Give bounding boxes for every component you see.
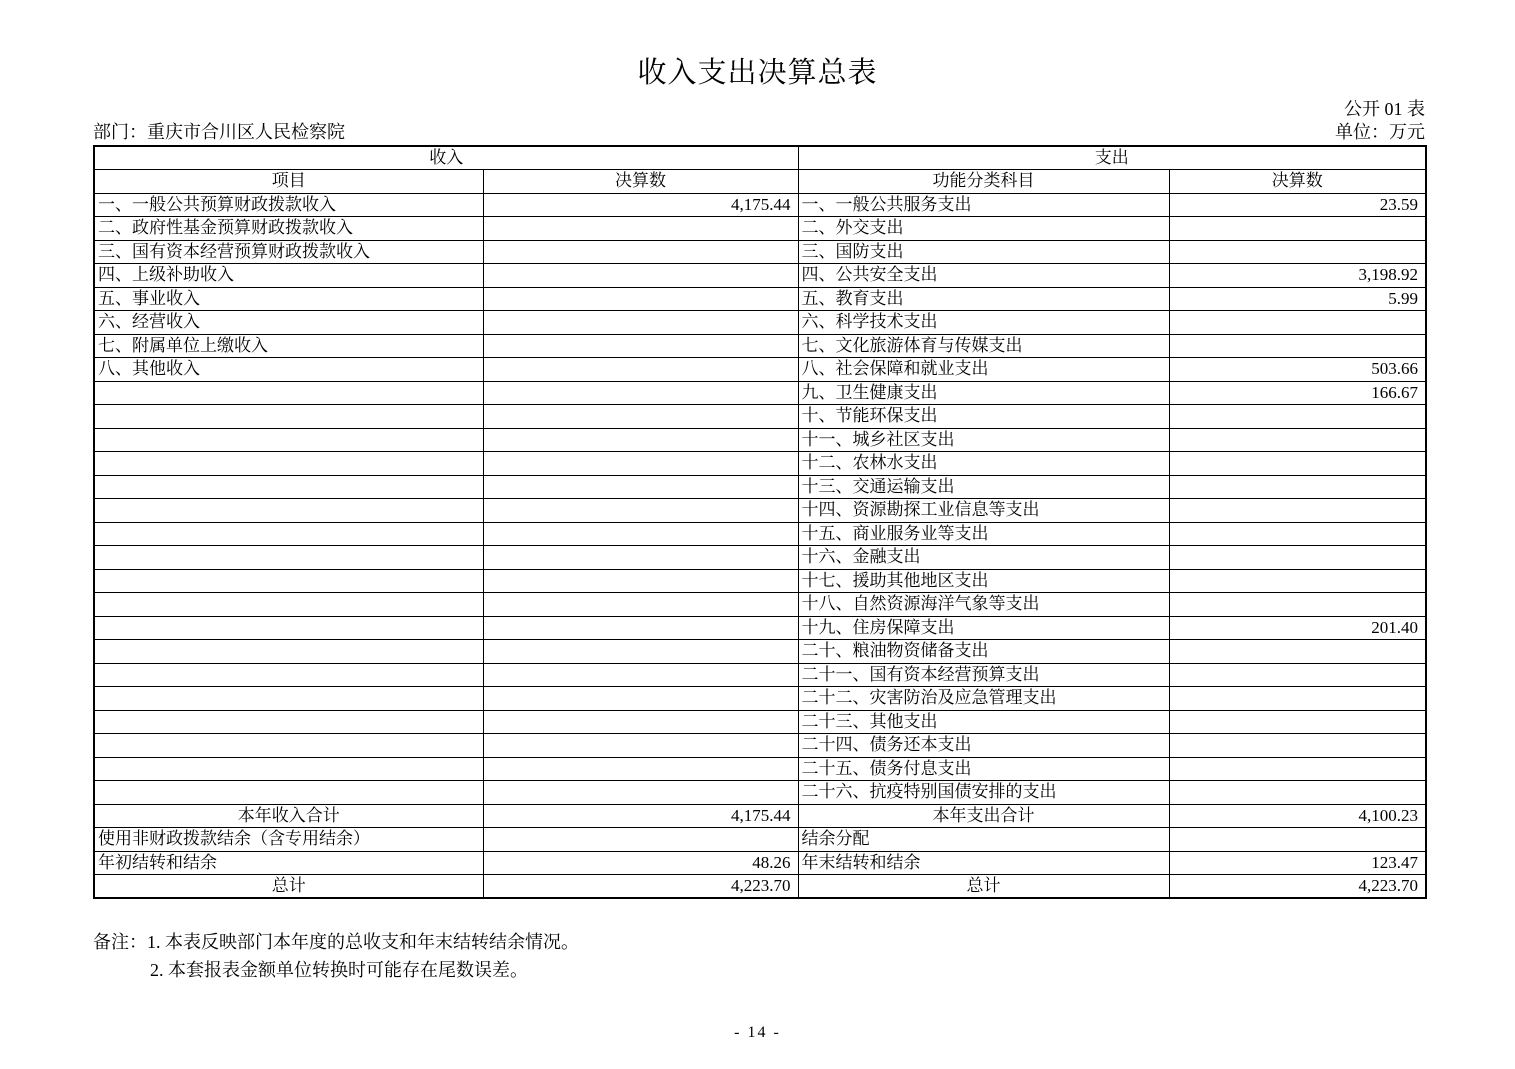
expense-item-cell: 十四、资源勘探工业信息等支出 <box>798 499 1169 523</box>
table-row <box>94 781 1426 805</box>
income-item-cell <box>94 569 483 593</box>
expense-item-cell: 八、社会保障和就业支出 <box>798 358 1169 382</box>
income-item-cell <box>94 452 483 476</box>
expense-item-cell: 三、国防支出 <box>798 240 1169 264</box>
income-amount-cell <box>483 240 798 264</box>
income-amount-cell <box>483 663 798 687</box>
expense-amount-cell <box>1169 475 1426 499</box>
expense-amount-cell <box>1169 781 1426 805</box>
income-item-cell <box>94 475 483 499</box>
income-amount-cell <box>483 640 798 664</box>
table-row <box>94 475 1426 499</box>
expense-amount-cell <box>1169 569 1426 593</box>
income-item-cell: 六、经营收入 <box>94 311 483 335</box>
income-amount-cell <box>483 569 798 593</box>
income-item-cell <box>94 405 483 429</box>
expense-footer-item-cell: 结余分配 <box>798 828 1169 852</box>
table-row <box>94 264 1426 288</box>
income-amount-cell <box>483 687 798 711</box>
note-line-2: 2. 本套报表金额单位转换时可能存在尾数误差。 <box>150 960 528 980</box>
expense-amount-cell <box>1169 734 1426 758</box>
income-item-cell <box>94 616 483 640</box>
income-item-cell <box>94 687 483 711</box>
expense-item-cell: 五、教育支出 <box>798 287 1169 311</box>
expense-amount-cell <box>1169 710 1426 734</box>
table-row <box>94 193 1426 217</box>
page-number: - 14 - <box>734 1024 781 1041</box>
table-code-label: 公开 01 表 <box>1344 99 1425 119</box>
expense-amount-cell <box>1169 428 1426 452</box>
table-row <box>94 522 1426 546</box>
income-amount-cell <box>483 358 798 382</box>
expense-item-cell: 九、卫生健康支出 <box>798 381 1169 405</box>
expense-amount-cell: 503.66 <box>1169 358 1426 382</box>
table-row <box>94 616 1426 640</box>
income-item-cell: 一、一般公共预算财政拨款收入 <box>94 193 483 217</box>
income-amount-cell <box>483 334 798 358</box>
expense-item-cell: 二十、粮油物资储备支出 <box>798 640 1169 664</box>
expense-amount-cell <box>1169 663 1426 687</box>
expense-amount-cell <box>1169 405 1426 429</box>
expense-item-cell: 七、文化旅游体育与传媒支出 <box>798 334 1169 358</box>
table-row <box>94 358 1426 382</box>
income-amount-cell <box>483 475 798 499</box>
expense-item-column-header: 功能分类科目 <box>798 170 1169 194</box>
income-amount-cell <box>483 452 798 476</box>
income-amount-cell <box>483 546 798 570</box>
expense-item-cell: 十七、援助其他地区支出 <box>798 569 1169 593</box>
expense-item-cell: 二十五、债务付息支出 <box>798 757 1169 781</box>
expense-amount-cell: 23.59 <box>1169 193 1426 217</box>
expense-item-cell: 二十六、抗疫特别国债安排的支出 <box>798 781 1169 805</box>
income-amount-cell <box>483 428 798 452</box>
unit-label: 单位：万元 <box>1335 122 1425 142</box>
expense-amount-cell <box>1169 593 1426 617</box>
expense-item-cell: 十六、金融支出 <box>798 546 1169 570</box>
expense-item-cell: 十九、住房保障支出 <box>798 616 1169 640</box>
expense-item-cell: 十二、农林水支出 <box>798 452 1169 476</box>
expense-item-cell: 十五、商业服务业等支出 <box>798 522 1169 546</box>
table-row <box>94 546 1426 570</box>
expense-item-cell: 二、外交支出 <box>798 217 1169 241</box>
income-amount-cell <box>483 264 798 288</box>
notes-block <box>93 928 579 984</box>
section-header-row <box>94 146 1426 170</box>
expense-amount-cell <box>1169 240 1426 264</box>
income-item-cell: 七、附属单位上缴收入 <box>94 334 483 358</box>
income-amount-cell <box>483 287 798 311</box>
income-item-cell <box>94 781 483 805</box>
income-amount-cell <box>483 522 798 546</box>
expense-item-cell: 二十二、灾害防治及应急管理支出 <box>798 687 1169 711</box>
table-footer-row <box>94 804 1426 828</box>
income-item-cell <box>94 522 483 546</box>
department-label: 部门：重庆市合川区人民检察院 <box>93 122 345 142</box>
expense-item-cell: 十一、城乡社区支出 <box>798 428 1169 452</box>
table-row <box>94 593 1426 617</box>
income-item-cell <box>94 710 483 734</box>
income-footer-item-cell: 使用非财政拨款结余（含专用结余） <box>94 828 483 852</box>
income-footer-item-cell: 年初结转和结余 <box>94 851 483 875</box>
expense-amount-cell <box>1169 546 1426 570</box>
expense-amount-cell <box>1169 311 1426 335</box>
expense-amount-cell <box>1169 640 1426 664</box>
income-amount-cell <box>483 710 798 734</box>
income-item-cell <box>94 734 483 758</box>
expense-section-header: 支出 <box>798 146 1426 170</box>
expense-item-cell: 六、科学技术支出 <box>798 311 1169 335</box>
table-row <box>94 734 1426 758</box>
income-item-cell <box>94 663 483 687</box>
income-amount-cell <box>483 381 798 405</box>
income-item-cell <box>94 757 483 781</box>
income-amount-cell <box>483 499 798 523</box>
table-row <box>94 311 1426 335</box>
expense-amount-cell <box>1169 499 1426 523</box>
income-item-column-header: 项目 <box>94 170 483 194</box>
table-row <box>94 663 1426 687</box>
table-footer-row <box>94 875 1426 899</box>
expense-amount-cell: 5.99 <box>1169 287 1426 311</box>
income-amount-cell: 4,175.44 <box>483 193 798 217</box>
table-row <box>94 710 1426 734</box>
income-footer-amount-cell: 4,223.70 <box>483 875 798 899</box>
table-row <box>94 405 1426 429</box>
table-row <box>94 499 1426 523</box>
expense-footer-amount-cell: 4,223.70 <box>1169 875 1426 899</box>
table-body <box>94 193 1426 898</box>
expense-amount-column-header: 决算数 <box>1169 170 1426 194</box>
income-amount-cell <box>483 757 798 781</box>
expense-amount-cell <box>1169 217 1426 241</box>
table-row <box>94 640 1426 664</box>
note-line-1: 备注：1. 本表反映部门本年度的总收支和年末结转结余情况。 <box>93 932 579 952</box>
expense-footer-item-cell: 年末结转和结余 <box>798 851 1169 875</box>
income-amount-cell <box>483 616 798 640</box>
expense-item-cell: 二十三、其他支出 <box>798 710 1169 734</box>
income-item-cell: 五、事业收入 <box>94 287 483 311</box>
expense-amount-cell: 166.67 <box>1169 381 1426 405</box>
income-item-cell: 四、上级补助收入 <box>94 264 483 288</box>
column-header-row <box>94 170 1426 194</box>
table-row <box>94 452 1426 476</box>
table-head <box>94 146 1426 193</box>
income-amount-cell <box>483 734 798 758</box>
table-row <box>94 287 1426 311</box>
income-item-cell <box>94 546 483 570</box>
expense-footer-amount-cell <box>1169 828 1426 852</box>
table-row <box>94 569 1426 593</box>
income-amount-cell <box>483 781 798 805</box>
income-item-cell <box>94 640 483 664</box>
income-amount-cell <box>483 593 798 617</box>
income-footer-amount-cell: 4,175.44 <box>483 804 798 828</box>
table-row <box>94 428 1426 452</box>
final-accounts-table <box>93 145 1427 899</box>
expense-amount-cell <box>1169 687 1426 711</box>
expense-item-cell: 一、一般公共服务支出 <box>798 193 1169 217</box>
expense-amount-cell <box>1169 334 1426 358</box>
income-item-cell <box>94 381 483 405</box>
expense-footer-item-cell: 总计 <box>798 875 1169 899</box>
income-footer-amount-cell: 48.26 <box>483 851 798 875</box>
income-item-cell: 八、其他收入 <box>94 358 483 382</box>
expense-item-cell: 二十四、债务还本支出 <box>798 734 1169 758</box>
table-row <box>94 217 1426 241</box>
table-footer-row <box>94 851 1426 875</box>
income-footer-amount-cell <box>483 828 798 852</box>
income-item-cell <box>94 593 483 617</box>
table-row <box>94 240 1426 264</box>
expense-amount-cell <box>1169 522 1426 546</box>
income-footer-item-cell: 本年收入合计 <box>94 804 483 828</box>
table-row <box>94 757 1426 781</box>
income-section-header: 收入 <box>94 146 798 170</box>
income-item-cell: 二、政府性基金预算财政拨款收入 <box>94 217 483 241</box>
expense-item-cell: 十、节能环保支出 <box>798 405 1169 429</box>
income-item-cell <box>94 428 483 452</box>
income-item-cell <box>94 499 483 523</box>
table-row <box>94 334 1426 358</box>
table-row <box>94 687 1426 711</box>
table-row <box>94 381 1426 405</box>
expense-amount-cell: 201.40 <box>1169 616 1426 640</box>
income-item-cell: 三、国有资本经营预算财政拨款收入 <box>94 240 483 264</box>
expense-amount-cell <box>1169 452 1426 476</box>
income-amount-column-header: 决算数 <box>483 170 798 194</box>
expense-item-cell: 二十一、国有资本经营预算支出 <box>798 663 1169 687</box>
income-amount-cell <box>483 311 798 335</box>
expense-footer-amount-cell: 123.47 <box>1169 851 1426 875</box>
expense-amount-cell: 3,198.92 <box>1169 264 1426 288</box>
income-amount-cell <box>483 217 798 241</box>
page-title: 收入支出决算总表 <box>637 57 878 89</box>
income-footer-item-cell: 总计 <box>94 875 483 899</box>
expense-amount-cell <box>1169 757 1426 781</box>
income-amount-cell <box>483 405 798 429</box>
expense-item-cell: 十三、交通运输支出 <box>798 475 1169 499</box>
table-footer-row <box>94 828 1426 852</box>
expense-footer-item-cell: 本年支出合计 <box>798 804 1169 828</box>
expense-item-cell: 十八、自然资源海洋气象等支出 <box>798 593 1169 617</box>
expense-item-cell: 四、公共安全支出 <box>798 264 1169 288</box>
expense-footer-amount-cell: 4,100.23 <box>1169 804 1426 828</box>
